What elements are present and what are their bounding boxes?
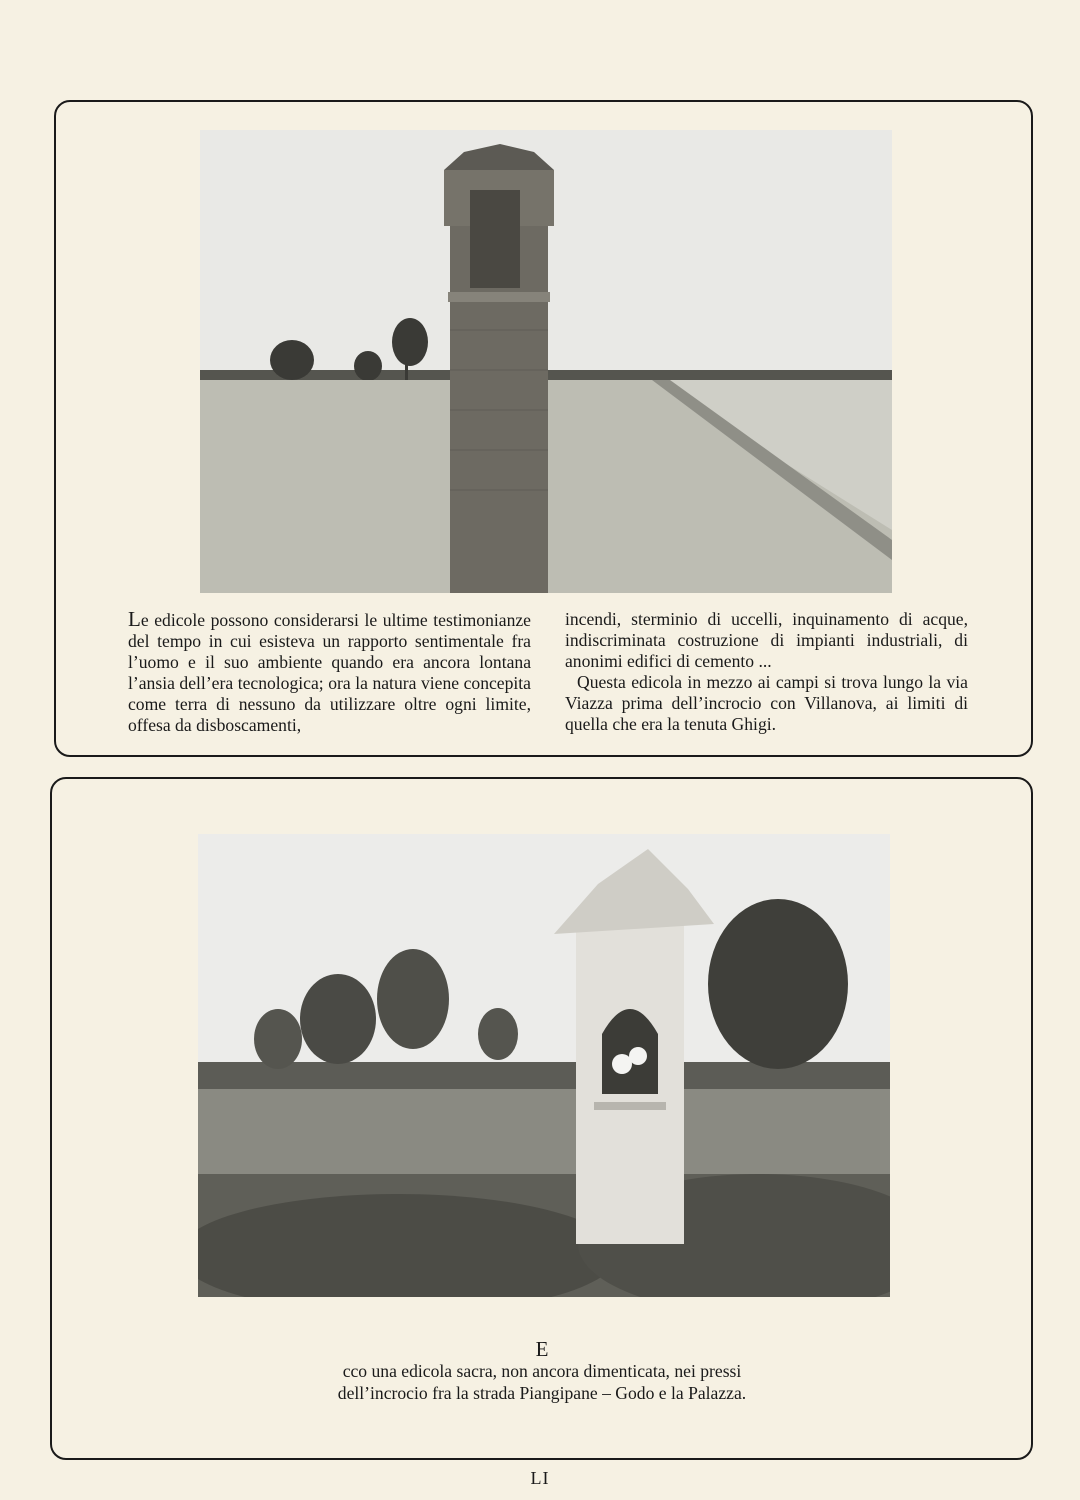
bottom-caption-line-2: dell’incrocio fra la strada Piangipane – Godo e la Palazza. — [337, 1383, 747, 1403]
top-caption — [128, 609, 968, 736]
pillar-shrine-illustration — [200, 130, 892, 593]
caption-left-text: e edicole possono considerarsi le ultime testimonianze del tempo in cui esisteva un rapporto sentimentale fra l’uomo e il suo ambiente quando era ancora lontana l’ansia dell’era tecnologica; ora la natura viene concepita come terra di nessuno da utilizzare oltre ogni limite, offesa da disboscamenti, — [128, 610, 531, 735]
roadside-shrine-illustration — [198, 834, 890, 1297]
caption-right-paragraph-1: incendi, sterminio di uccelli, inquinamento di acque, indiscriminata costruzione di impianti industriali, di anonimi edifici di cemento ... — [565, 609, 968, 671]
dropcap-L: L — [128, 607, 141, 631]
top-photo-panel — [54, 100, 1033, 757]
caption-right-paragraph-2: Questa edicola in mezzo ai campi si trova lungo la via Viazza prima dell’incrocio con Villanova, ai limiti di quella che era la tenuta Ghigi. — [565, 672, 968, 734]
caption-right-column — [565, 609, 968, 736]
dropcap-E: E — [535, 1337, 549, 1361]
page-number: LI — [530, 1468, 550, 1488]
bottom-caption-line-1: E cco una edicola sacra, non ancora dimenticata, nei pressi — [152, 1338, 932, 1382]
photo-pillar-shrine-in-field — [200, 130, 892, 593]
bottom-photo-panel — [50, 777, 1033, 1460]
bottom-caption — [152, 1338, 932, 1404]
caption-left-column — [128, 609, 531, 736]
photo-roadside-shrine — [198, 834, 890, 1297]
